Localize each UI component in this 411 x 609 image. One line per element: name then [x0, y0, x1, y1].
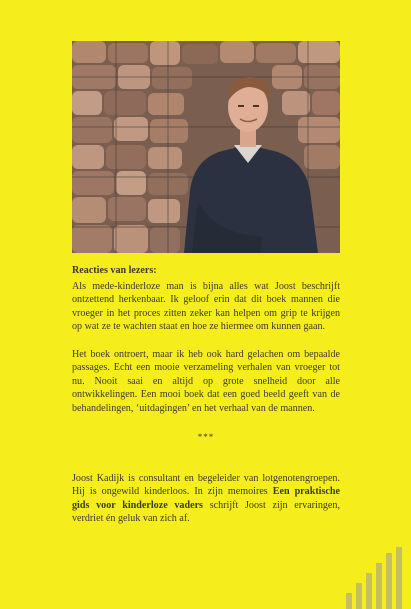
section-separator: *** — [197, 432, 215, 442]
watermark-stamp — [338, 547, 411, 609]
book-title: Een praktische gids voor kinderloze vaders — [72, 486, 340, 511]
author-bio — [72, 472, 340, 526]
review-paragraph-2: Het boek ontroert, maar ik heb ook hard gelachen om bepaalde passages. Echt een mooie verzameling verhalen van vroeger tot nu. Nooit saai en altijd op grote snelheid door alle ontwikkelingen. Een mooi boek dat een goed beeld geeft van de behandelingen, ‘uitdagingen’ en het verhaal van de mannen. — [72, 349, 340, 414]
author-bio-outro: schrijft Joost zijn ervaringen, verdriet én geluk van zich af. — [72, 499, 340, 525]
author-photo — [72, 41, 340, 253]
author-bio-intro: Joost Kadijk is consultant en begeleider van lotgenotengroepen. Hij is ongewild kinderloos. In zijn memoires — [72, 473, 340, 498]
review-paragraph-1: Als mede-kinderloze man is bijna alles wat Joost beschrijft ontzettend herkenbaar. Ik geloof erin dat dit boek mannen die vroeger in het proces zitten zeker kan helpen om grip te krijgen op wat ze te wachten staat en hoe ze hiermee om kunnen gaan. — [72, 281, 340, 333]
reviews-heading: Reacties van lezers: — [72, 265, 157, 276]
